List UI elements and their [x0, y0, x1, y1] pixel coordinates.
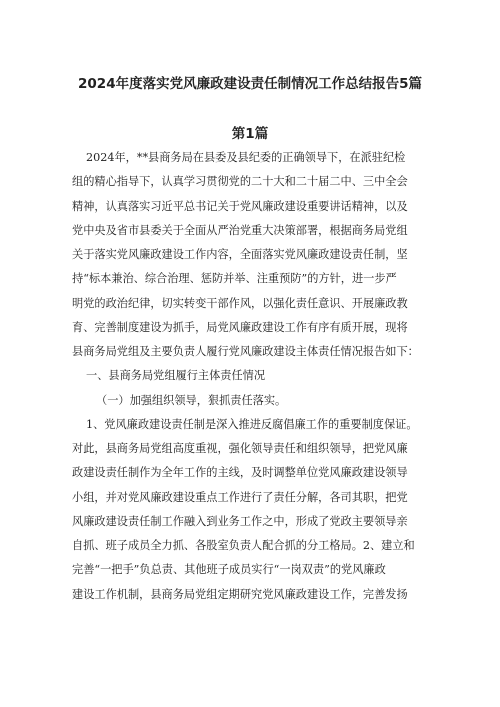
body-line: 2024年，**县商务局在县委及县纪委的正确领导下，在派驻纪检 — [86, 151, 406, 164]
body-line: 完善“一把手”负总责、其他班子成员实行“一岗双责”的党风廉政 — [72, 563, 386, 577]
body-line: 党中央及省市县委关于全面从严治党重大决策部署，根据商务局党组 — [72, 223, 408, 237]
section-title: 第1篇 — [231, 126, 269, 142]
body-line: 风廉政建设责任制工作融入到业务工作之中，形成了党政主要领导亲 — [72, 514, 408, 528]
document-body — [72, 146, 482, 607]
body-line: （一）加强组织领导，狠抓责任落实。 — [96, 393, 287, 407]
body-line: 县商务局党组及主要负责人履行党风廉政建设主体责任情况报告如下： — [72, 345, 419, 358]
body-line: 精神，认真落实习近平总书记关于党风廉政建设重要讲话精神，以及 — [72, 199, 408, 213]
body-line: 关于落实党风廉政建设工作内容，全面落实党风廉政建设责任制，坚 — [72, 248, 408, 261]
body-line: 育、完善制度建设为抓手，局党风廉政建设工作有序有质开展，现将 — [72, 320, 408, 334]
document-title: 2024年度落实党风廉政建设责任制情况工作总结报告5篇 — [78, 76, 422, 92]
body-line: 对此，县商务局党组高度重视，强化领导责任和组织领导，把党风廉 — [72, 442, 408, 455]
body-line: 1、党风廉政建设责任制是深入推进反腐倡廉工作的重要制度保证。 — [86, 417, 418, 431]
body-line: 小组，并对党风廉政建设重点工作进行了责任分解，各司其职，把党 — [72, 490, 408, 504]
body-line: 持“标本兼治、综合治理、惩防并举、注重预防”的方针，进一步严 — [72, 272, 397, 286]
body-line: 自抓、班子成员全力抓、各股室负责人配合抓的分工格局。2、建立和 — [72, 539, 415, 552]
body-line: 明党的政治纪律，切实转变干部作风，以强化责任意识、开展廉政教 — [72, 296, 408, 310]
body-line: 组的精心指导下，认真学习贯彻党的二十大和二十届二中、三中全会 — [72, 175, 408, 189]
body-line: 政建设责任制作为全年工作的主线，及时调整单位党风廉政建设领导 — [72, 466, 408, 480]
body-line: 一、县商务局党组履行主体责任情况 — [86, 369, 266, 383]
body-line: 建设工作机制，县商务局党组定期研究党风廉政建设工作，完善发扬 — [72, 587, 408, 601]
